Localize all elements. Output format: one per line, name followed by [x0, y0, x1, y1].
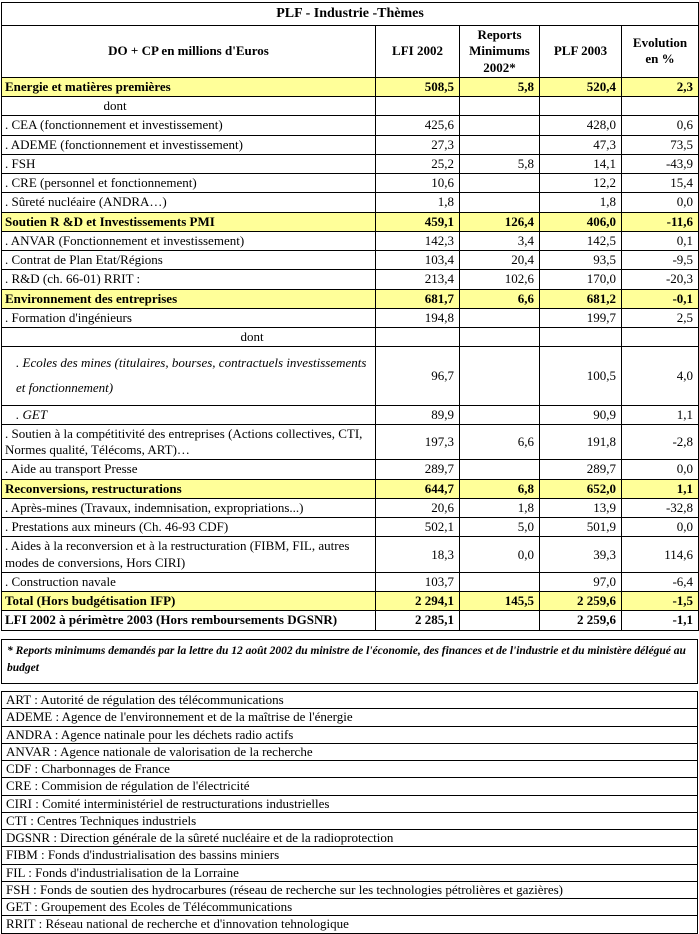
table-row	[2, 270, 699, 289]
value-cell: 5,8	[460, 154, 540, 173]
value-cell: 6,6	[460, 289, 540, 308]
table-row	[2, 116, 699, 135]
table-row	[2, 611, 699, 630]
row-label: . Après-mines (Travaux, indemnisation, expropriations...)	[2, 498, 376, 517]
value-cell: 13,9	[540, 498, 622, 517]
table-row	[2, 289, 699, 308]
value-cell: 289,7	[540, 460, 622, 479]
value-cell: 2 259,6	[540, 611, 622, 630]
glossary-table	[1, 691, 698, 934]
row-label: dont	[2, 328, 376, 347]
value-cell: -2,8	[622, 424, 699, 460]
value-cell: 3,4	[460, 231, 540, 250]
value-cell: 508,5	[376, 77, 460, 96]
row-label: . CEA (fonctionnement et investissement)	[2, 116, 376, 135]
value-cell: -1,5	[622, 592, 699, 611]
value-cell: 1,1	[622, 479, 699, 498]
table-row	[2, 174, 699, 193]
row-label: LFI 2002 à périmètre 2003 (Hors remboursements DGSNR)	[2, 611, 376, 630]
value-cell	[460, 460, 540, 479]
value-cell: 93,5	[540, 251, 622, 270]
value-cell: 126,4	[460, 212, 540, 231]
table-row	[2, 212, 699, 231]
value-cell	[460, 116, 540, 135]
value-cell: 501,9	[540, 518, 622, 537]
value-cell: 5,8	[460, 77, 540, 96]
table-title-row	[2, 3, 699, 26]
glossary-entry: DGSNR : Direction générale de la sûreté nucléaire et de la radioprotection	[2, 830, 698, 847]
value-cell	[622, 97, 699, 116]
budget-table	[1, 2, 699, 631]
value-cell	[540, 328, 622, 347]
value-cell	[540, 97, 622, 116]
row-label: Reconversions, restructurations	[2, 479, 376, 498]
table-row	[2, 537, 699, 573]
glossary-row	[2, 812, 698, 829]
glossary-row	[2, 778, 698, 795]
table-row	[2, 328, 699, 347]
glossary-entry: CRE : Commision de régulation de l'électricité	[2, 778, 698, 795]
value-cell	[460, 405, 540, 424]
value-cell: 213,4	[376, 270, 460, 289]
value-cell	[460, 328, 540, 347]
glossary-row	[2, 881, 698, 898]
value-cell	[460, 174, 540, 193]
value-cell: 1,1	[622, 405, 699, 424]
value-cell: 2 285,1	[376, 611, 460, 630]
glossary-row	[2, 847, 698, 864]
glossary-entry: ART : Autorité de régulation des télécommunications	[2, 692, 698, 709]
value-cell: 15,4	[622, 174, 699, 193]
glossary-entry: ANDRA : Agence natinale pour les déchets radio actifs	[2, 726, 698, 743]
value-cell: -9,5	[622, 251, 699, 270]
value-cell: -43,9	[622, 154, 699, 173]
value-cell: -20,3	[622, 270, 699, 289]
value-cell: 2 294,1	[376, 592, 460, 611]
value-cell	[460, 611, 540, 630]
row-label: Energie et matières premières	[2, 77, 376, 96]
value-cell: 1,8	[460, 498, 540, 517]
row-label: . CRE (personnel et fonctionnement)	[2, 174, 376, 193]
table-row	[2, 405, 699, 424]
table-row	[2, 460, 699, 479]
table-row	[2, 251, 699, 270]
value-cell: 0,0	[622, 193, 699, 212]
value-cell: 20,6	[376, 498, 460, 517]
row-label: . FSH	[2, 154, 376, 173]
value-cell	[622, 328, 699, 347]
value-cell: 2,5	[622, 308, 699, 327]
glossary-row	[2, 726, 698, 743]
value-cell: 406,0	[540, 212, 622, 231]
value-cell: 197,3	[376, 424, 460, 460]
glossary-entry: CDF : Charbonnages de France	[2, 761, 698, 778]
value-cell: -1,1	[622, 611, 699, 630]
value-cell: 27,3	[376, 135, 460, 154]
value-cell: 0,0	[622, 460, 699, 479]
value-cell: 114,6	[622, 537, 699, 573]
table-row	[2, 231, 699, 250]
glossary-entry: CTI : Centres Techniques industriels	[2, 812, 698, 829]
footnote-text: * Reports minimums demandés par la lettre du 12 août 2002 du ministre de l'économie, des finances et de l'industrie et du ministère délégué au budget	[7, 644, 686, 674]
value-cell: 73,5	[622, 135, 699, 154]
glossary-table-body	[2, 692, 698, 934]
value-cell: 103,4	[376, 251, 460, 270]
value-cell: 39,3	[540, 537, 622, 573]
table-row	[2, 518, 699, 537]
value-cell: 289,7	[376, 460, 460, 479]
budget-table-body	[2, 77, 699, 630]
value-cell	[460, 193, 540, 212]
value-cell: 142,5	[540, 231, 622, 250]
value-cell: 89,9	[376, 405, 460, 424]
table-row	[2, 572, 699, 591]
value-cell: 90,9	[540, 405, 622, 424]
table-row	[2, 498, 699, 517]
value-cell	[376, 328, 460, 347]
glossary-entry: FIL : Fonds d'industrialisation de la Lorraine	[2, 864, 698, 881]
row-label: . Formation d'ingénieurs	[2, 308, 376, 327]
row-label: . Sûreté nucléaire (ANDRA…)	[2, 193, 376, 212]
value-cell: -32,8	[622, 498, 699, 517]
value-cell: 191,8	[540, 424, 622, 460]
value-cell: 194,8	[376, 308, 460, 327]
table-row	[2, 347, 699, 405]
table-row	[2, 424, 699, 460]
table-row	[2, 592, 699, 611]
value-cell: 6,8	[460, 479, 540, 498]
glossary-row	[2, 864, 698, 881]
glossary-row	[2, 916, 698, 933]
value-cell	[460, 97, 540, 116]
value-cell: 4,0	[622, 347, 699, 405]
header-plf-2003: PLF 2003	[540, 26, 622, 78]
value-cell: -0,1	[622, 289, 699, 308]
glossary-entry: FSH : Fonds de soutien des hydrocarbures (réseau de recherche sur les technologies pétrolières et gazières)	[2, 881, 698, 898]
document-page	[1, 0, 698, 934]
table-header-row	[2, 26, 699, 78]
value-cell: 142,3	[376, 231, 460, 250]
footnote	[1, 639, 698, 685]
glossary-row	[2, 899, 698, 916]
value-cell: 170,0	[540, 270, 622, 289]
glossary-entry: FIBM : Fonds d'industrialisation des bassins miniers	[2, 847, 698, 864]
glossary-entry: ADEME : Agence de l'environnement et de la maîtrise de l'énergie	[2, 709, 698, 726]
glossary-row	[2, 692, 698, 709]
value-cell: 199,7	[540, 308, 622, 327]
row-label: . Contrat de Plan Etat/Régions	[2, 251, 376, 270]
value-cell: 145,5	[460, 592, 540, 611]
row-label: . GET	[2, 405, 376, 424]
value-cell: 681,2	[540, 289, 622, 308]
value-cell: 1,8	[540, 193, 622, 212]
value-cell: 425,6	[376, 116, 460, 135]
header-reports-minimums: Reports Minimums 2002*	[460, 26, 540, 78]
table-row	[2, 135, 699, 154]
table-row	[2, 154, 699, 173]
table-row	[2, 77, 699, 96]
header-do-cp: DO + CP en millions d'Euros	[2, 26, 376, 78]
row-label: . Aides à la reconversion et à la restructuration (FIBM, FIL, autres modes de conversions, Hors CIRI)	[2, 537, 376, 573]
glossary-row	[2, 743, 698, 760]
row-label: Total (Hors budgétisation IFP)	[2, 592, 376, 611]
glossary-entry: GET : Groupement des Ecoles de Télécommunications	[2, 899, 698, 916]
row-label: . Prestations aux mineurs (Ch. 46-93 CDF)	[2, 518, 376, 537]
value-cell: 18,3	[376, 537, 460, 573]
value-cell: 102,6	[460, 270, 540, 289]
row-label: . Aide au transport Presse	[2, 460, 376, 479]
row-label: . Soutien à la compétitivité des entreprises (Actions collectives, CTI, Normes qualité, Télécoms, ART)…	[2, 424, 376, 460]
glossary-row	[2, 709, 698, 726]
value-cell: 520,4	[540, 77, 622, 96]
value-cell: 6,6	[460, 424, 540, 460]
value-cell: 25,2	[376, 154, 460, 173]
row-label: . ADEME (fonctionnement et investissement)	[2, 135, 376, 154]
glossary-row	[2, 761, 698, 778]
value-cell: 20,4	[460, 251, 540, 270]
row-label: Environnement des entreprises	[2, 289, 376, 308]
value-cell: 0,1	[622, 231, 699, 250]
value-cell	[460, 347, 540, 405]
value-cell: 0,0	[622, 518, 699, 537]
table-row	[2, 308, 699, 327]
table-row	[2, 479, 699, 498]
value-cell: 0,6	[622, 116, 699, 135]
value-cell: -6,4	[622, 572, 699, 591]
value-cell: 644,7	[376, 479, 460, 498]
value-cell: 5,0	[460, 518, 540, 537]
table-row	[2, 193, 699, 212]
glossary-entry: RRIT : Réseau national de recherche et d'innovation tehnologique	[2, 916, 698, 933]
glossary-row	[2, 795, 698, 812]
value-cell: 100,5	[540, 347, 622, 405]
value-cell: 428,0	[540, 116, 622, 135]
row-label: Soutien R &D et Investissements PMI	[2, 212, 376, 231]
glossary-entry: ANVAR : Agence nationale de valorisation de la recherche	[2, 743, 698, 760]
value-cell: 652,0	[540, 479, 622, 498]
header-evolution: Evolution en %	[622, 26, 699, 78]
value-cell: 96,7	[376, 347, 460, 405]
table-row	[2, 97, 699, 116]
row-label: . ANVAR (Fonctionnement et investissement)	[2, 231, 376, 250]
value-cell: 12,2	[540, 174, 622, 193]
row-label: . R&D (ch. 66-01) RRIT :	[2, 270, 376, 289]
row-label: . Ecoles des mines (titulaires, bourses, contractuels investissements et fonctionnement)	[2, 347, 376, 405]
value-cell: 97,0	[540, 572, 622, 591]
header-lfi-2002: LFI 2002	[376, 26, 460, 78]
value-cell: -11,6	[622, 212, 699, 231]
value-cell: 2 259,6	[540, 592, 622, 611]
value-cell: 1,8	[376, 193, 460, 212]
value-cell	[460, 135, 540, 154]
value-cell	[460, 572, 540, 591]
value-cell: 103,7	[376, 572, 460, 591]
glossary-row	[2, 830, 698, 847]
value-cell: 14,1	[540, 154, 622, 173]
value-cell: 0,0	[460, 537, 540, 573]
value-cell: 2,3	[622, 77, 699, 96]
glossary-entry: CIRI : Comité interministériel de restructurations industrielles	[2, 795, 698, 812]
value-cell	[460, 308, 540, 327]
value-cell: 459,1	[376, 212, 460, 231]
value-cell	[376, 97, 460, 116]
value-cell: 10,6	[376, 174, 460, 193]
value-cell: 47,3	[540, 135, 622, 154]
page-title: PLF - Industrie -Thèmes	[2, 3, 699, 26]
row-label: dont	[2, 97, 376, 116]
row-label: . Construction navale	[2, 572, 376, 591]
value-cell: 502,1	[376, 518, 460, 537]
value-cell: 681,7	[376, 289, 460, 308]
